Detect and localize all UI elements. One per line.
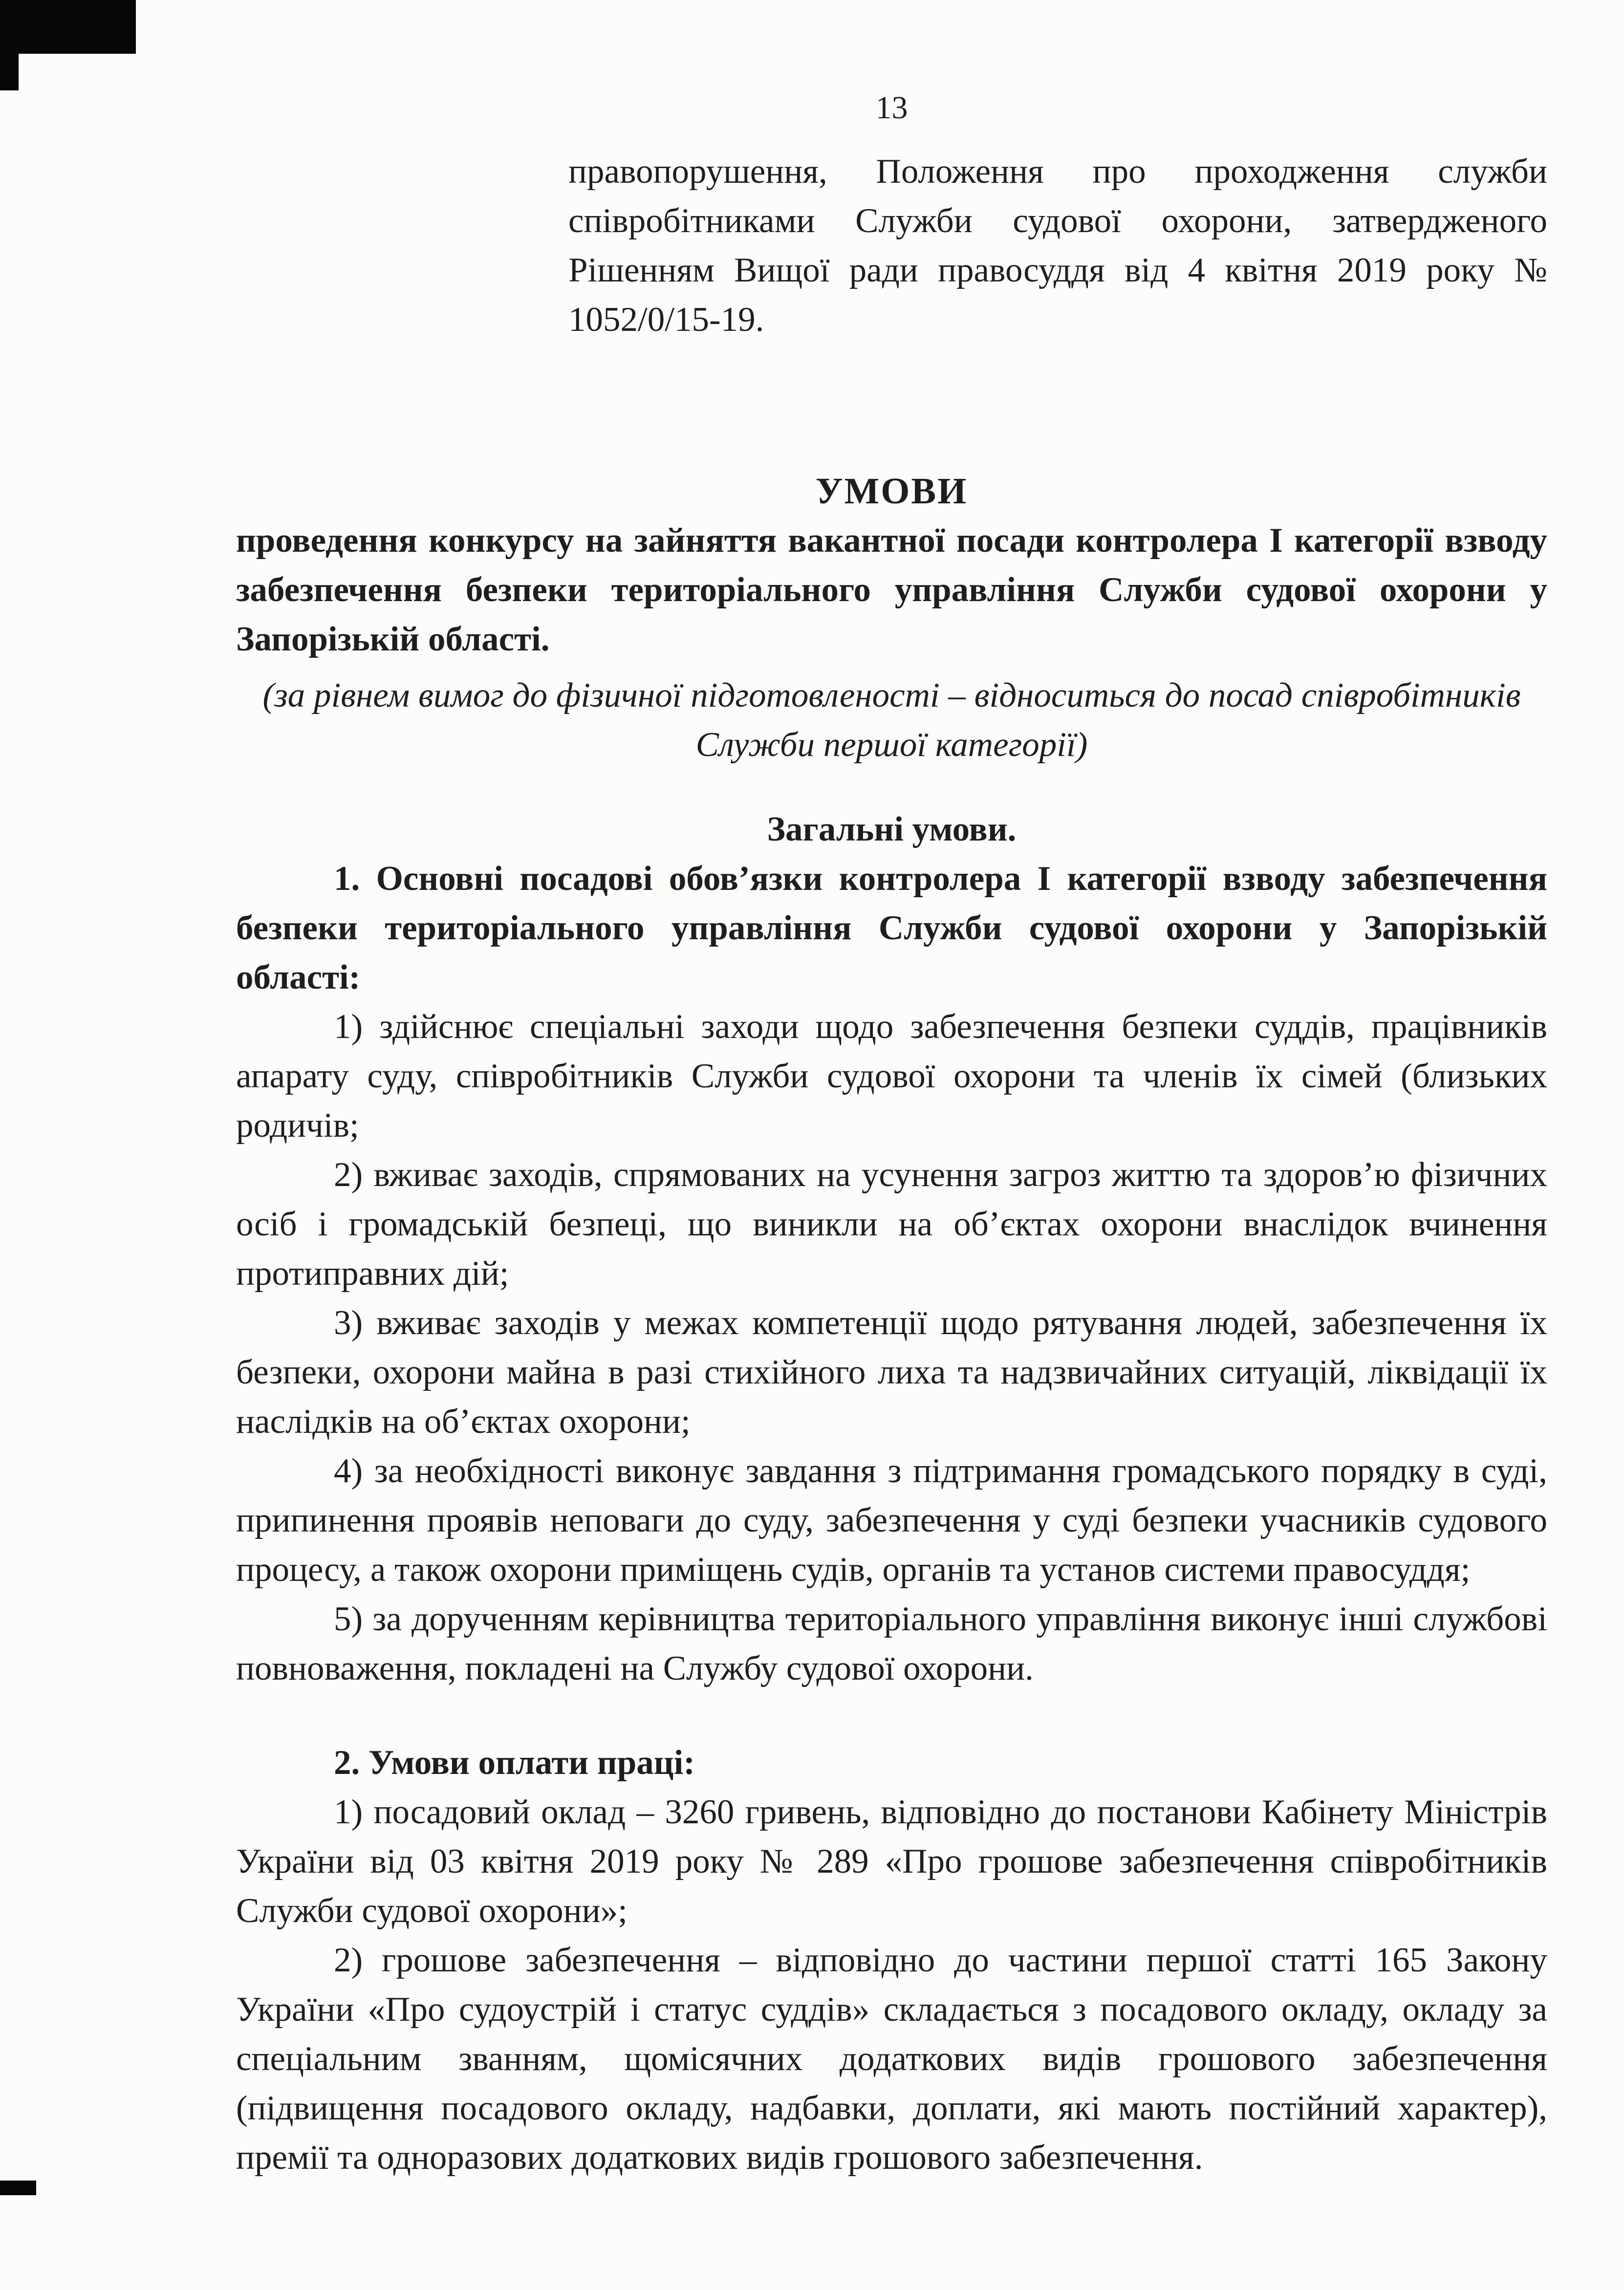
announcement-body: проведення конкурсу на зайняття вакантної посади контролера І категорії взводу забезпечення безпеки територіального управління Служби судової охорони у Запорізькій області. [236,521,1547,658]
scan-artifact-bottom-left [0,2181,36,2195]
scan-artifact-left-edge [0,0,19,90]
intro-paragraph: правопорушення, Положення про проходження служби співробітниками Служби судової охорони, затвердженого Рішенням Вищої ради правосуддя від 4 квітня 2019 року № 1052/0/15-19. [568,152,1547,339]
pay-item-2: 2) грошове забезпечення – відповідно до частини першої статті 165 Закону України «Про судоустрій і статус суддів» складається з посадового окладу, окладу за спеціальним званням, щомісячних додаткових видів грошового забезпечення (підвищення посадового окладу, надбавки, доплати, які мають постійний характер), премії та одноразових додаткових видів грошового забезпечення. [236,1941,1547,2177]
conditions-heading: УМОВИ [815,471,968,512]
duty-item-4: 4) за необхідності виконує завдання з підтримання громадського порядку в суді, припинення проявів неповаги до суду, забезпечення у суді безпеки учасників судового процесу, а також охорони приміщень судів, органів та установ системи правосуддя; [236,1452,1547,1589]
duty-item-3: 3) вживає заходів у межах компетенції щодо рятування людей, забезпечення їх безпеки, охорони майна в разі стихійного лиха та надзвичайних ситуацій, ліквідації їх наслідків на об’єктах охорони; [236,1304,1547,1441]
duty-item-2: 2) вживає заходів, спрямованих на усунення загроз життю та здоров’ю фізичних осіб і громадській безпеці, що виникли на об’єктах охорони внаслідок вчинення протиправних дій; [236,1156,1547,1293]
pay-terms-heading: 2. Умови оплати праці: [334,1744,695,1782]
pay-item-1: 1) посадовий оклад – 3260 гривень, відповідно до постанови Кабінету Міністрів України від 03 квітня 2019 року № 289 «Про грошове забезпечення співробітників Служби судової охорони»; [236,1793,1547,1930]
page-number: 13 [875,90,908,126]
scan-artifact-top-left [0,0,136,54]
duties-intro-paragraph: 1. Основні посадові обов’язки контролера І категорії взводу забезпечення безпеки територіального управління Служби судової охорони у Запорізькій області: [236,860,1547,996]
page-content [236,83,1547,2182]
general-terms-heading: Загальні умови. [767,810,1017,848]
duty-item-1: 1) здійснює спеціальні заходи щодо забезпечення безпеки суддів, працівників апарату суду, співробітників Служби судової охорони та членів їх сімей (близьких родичів; [236,1008,1547,1145]
announcement-note: (за рівнем вимог до фізичної підготовленості – відноситься до посад співробітників Служби першої категорії) [262,676,1521,764]
duty-item-5: 5) за дорученням керівництва територіального управління виконує інші службові повноваження, покладені на Службу судової охорони. [236,1600,1547,1687]
